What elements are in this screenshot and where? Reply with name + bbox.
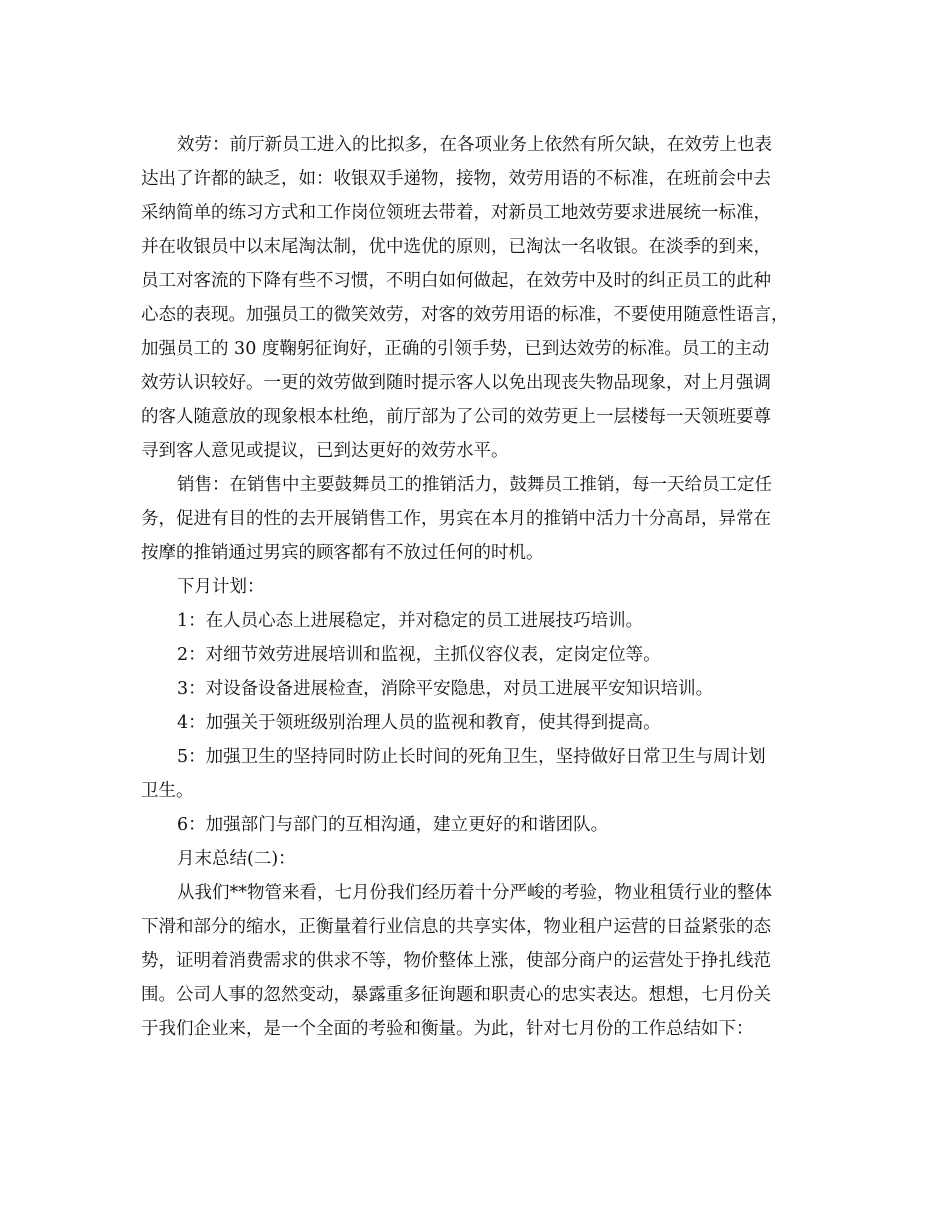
- text-line: 3：对设备设备进展检查，消除平安隐患，对员工进展平安知识培训。: [177, 679, 714, 699]
- text-line: 效劳认识较好。一更的效劳做到随时提示客人以免出现丧失物品现象，对上月强调: [141, 373, 771, 393]
- text-line: 按摩的推销通过男宾的顾客都有不放过任何的时机。: [141, 543, 544, 563]
- text-line: 寻到客人意见或提议，已到达更好的效劳水平。: [141, 441, 509, 461]
- text-line: 于我们企业来，是一个全面的考验和衡量。为此，针对七月份的工作总结如下：: [141, 1019, 754, 1039]
- text-line: 下滑和部分的缩水，正衡量着行业信息的共享实体，物业租户运营的日益紧张的态: [141, 917, 771, 937]
- text-line: 务，促进有目的性的去开展销售工作，男宾在本月的推销中活力十分高昂，异常在: [141, 509, 771, 529]
- text-line: 月末总结(二)：: [177, 849, 296, 869]
- text-line: 并在收银员中以末尾淘汰制，优中选优的原则，已淘汰一名收银。在淡季的到来，: [141, 237, 771, 257]
- text-line: 达出了许都的缺乏，如：收银双手递物，接物，效劳用语的不标准，在班前会中去: [141, 169, 771, 189]
- text-line: 势，证明着消费需求的供求不等，物价整体上涨，使部分商户的运营处于挣扎线范: [141, 951, 771, 971]
- text-line: 下月计划：: [177, 577, 265, 597]
- text-line: 员工对客流的下降有些不习惯，不明白如何做起，在效劳中及时的纠正员工的此种: [141, 271, 771, 291]
- text-line: 销售：在销售中主要鼓舞员工的推销活力，鼓舞员工推销，每一天给员工定任: [177, 475, 772, 495]
- text-line: 从我们**物管来看，七月份我们经历着十分严峻的考验，物业租赁行业的整体: [177, 883, 772, 903]
- text-line: 加强员工的 30 度鞠躬征询好，正确的引领手势，已到达效劳的标准。员工的主动: [141, 339, 770, 359]
- text-line: 4：加强关于领班级别治理人员的监视和教育，使其得到提高。: [177, 713, 661, 733]
- text-line: 卫生。: [141, 781, 194, 801]
- text-line: 6：加强部门与部门的互相沟通，建立更好的和谐团队。: [177, 815, 609, 835]
- text-line: 1：在人员心态上进展稳定，并对稳定的员工进展技巧培训。: [177, 611, 644, 631]
- text-line: 5：加强卫生的坚持同时防止长时间的死角卫生，坚持做好日常卫生与周计划: [177, 747, 766, 767]
- text-line: 围。公司人事的忽然变动，暴露重多征询题和职责心的忠实表达。想想，七月份关: [141, 985, 771, 1005]
- text-line: 采纳简单的练习方式和工作岗位领班去带着，对新员工地效劳要求进展统一标准，: [141, 203, 771, 223]
- text-line: 心态的表现。加强员工的微笑效劳，对客的效劳用语的标准，不要使用随意性语言，: [141, 305, 789, 325]
- text-line: 的客人随意放的现象根本杜绝，前厅部为了公司的效劳更上一层楼每一天领班要尊: [141, 407, 771, 427]
- text-line: 2：对细节效劳进展培训和监视，主抓仪容仪表，定岗定位等。: [177, 645, 661, 665]
- text-line: 效劳：前厅新员工进入的比拟多，在各项业务上依然有所欠缺，在效劳上也表: [177, 135, 772, 155]
- document-body: [141, 128, 823, 1046]
